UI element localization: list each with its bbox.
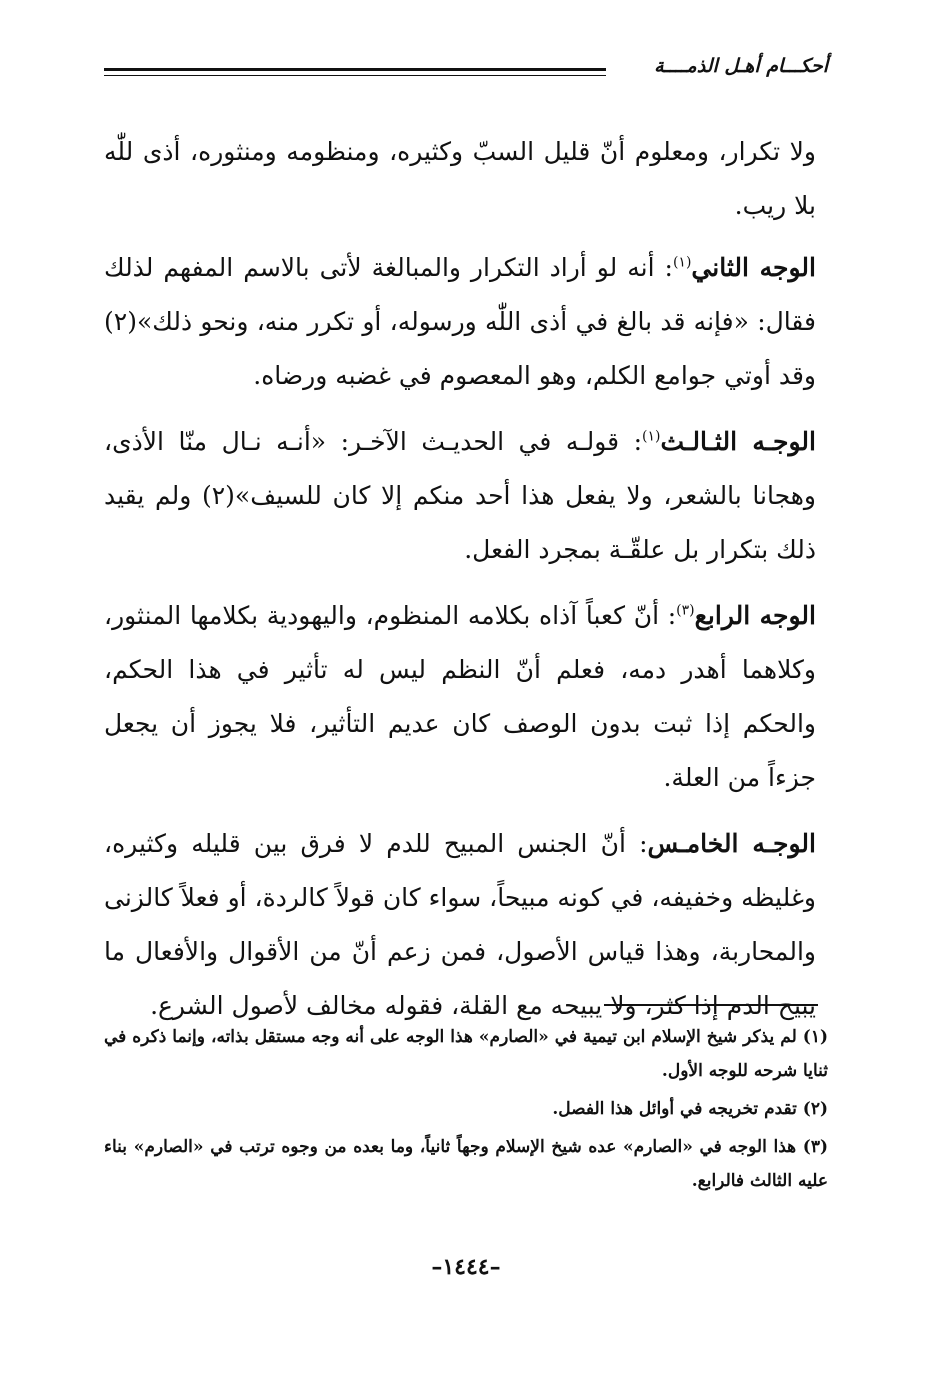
footnote-2: (٢) تقدم تخريجه في أوائل هذا الفصل.	[552, 1099, 828, 1119]
paragraph-heading: الوجه الثاني	[691, 253, 816, 282]
paragraph-fifth-aspect	[104, 817, 816, 1033]
paragraph-heading: الوجه الرابع	[694, 601, 816, 630]
paragraph-text: : أنه لو أراد التكرار والمبالغة لأتى بالاسم المفهم لذلك فقال: «فإنه قد بالغ في أذى اللّٰه ورسوله، أو تكرر منه، ونحو ذلك»(٢) وقد أوتي جوامع الكلم، وهو المعصوم في غضبه ورضاه.	[104, 253, 816, 390]
paragraph-text: ولا تكرار، ومعلوم أنّ قليل السبّ وكثيره، ومنظومه ومنثوره، أذى للّٰه بلا ريب.	[104, 137, 816, 220]
main-text	[104, 125, 816, 1045]
footnote-ref: (١)	[642, 428, 661, 445]
running-title: أحكـــام أهـل الذمــــة	[654, 55, 828, 77]
paragraph-text: : أنّ كعباً آذاه بكلامه المنظوم، واليهودية بكلامها المنثور، وكلاهما أهدر دمه، فعلم أنّ النظم ليس له تأثير في هذا الحكم، والحكم إذا ثبت بدون الوصف كان عديم التأثير، فلا يجوز أن يجعل جزءاً من العلة.	[104, 601, 816, 792]
paragraph-heading: الوجـه الثـالـث	[660, 427, 816, 456]
paragraph-heading: الوجـه الخامـس	[647, 829, 816, 858]
footnote-ref: (١)	[672, 254, 692, 271]
header-rule	[104, 68, 606, 76]
paragraph-fourth-aspect	[104, 589, 816, 805]
paragraph-second-aspect	[104, 241, 816, 403]
footnote-ref: (٣)	[676, 602, 695, 619]
running-header	[104, 55, 828, 91]
page-number: –١٤٤٤–	[431, 1254, 501, 1280]
footnote-1: (١) لم يذكر شيخ الإسلام ابن تيمية في «الصارم» هذا الوجه على أنه وجه مستقل بذاته، وإنما ذكره في ثنايا شرحه للوجه الأول.	[104, 1027, 828, 1081]
paragraph-text: : قولـه في الحديـث الآخـر: «أنـه نـال منّا الأذى، وهجانا بالشعر، ولا يفعل هذا أحد منكم إلا كان للسيف»(٢) ولم يقيد ذلك بتكرار بل علقّـة بمجرد الفعل.	[104, 427, 817, 564]
paragraph-third-aspect	[104, 415, 816, 577]
footnote-3: (٣) هذا الوجه في «الصارم» عده شيخ الإسلام وجهاً ثانياً، وما بعده من وجوه ترتب في «الصارم» بناء عليه الثالث فالرابع.	[104, 1137, 828, 1191]
paragraph-continuation	[104, 125, 816, 233]
footnotes	[104, 1020, 828, 1202]
footnote-separator	[604, 1004, 818, 1006]
paragraph-text: : أنّ الجنس المبيح للدم لا فرق بين قليله وكثيره، وغليظه وخفيفه، في كونه مبيحاً، سواء كان قولاً كالردة، أو فعلاً كالزنى والمحاربة، وهذا قياس الأصول، فمن زعم أنّ من الأقوال والأفعال ما يبيح الدم إذا كثر، ولا يبيحه مع القلة، فقوله مخالف لأصول الشرع.	[104, 829, 816, 1020]
